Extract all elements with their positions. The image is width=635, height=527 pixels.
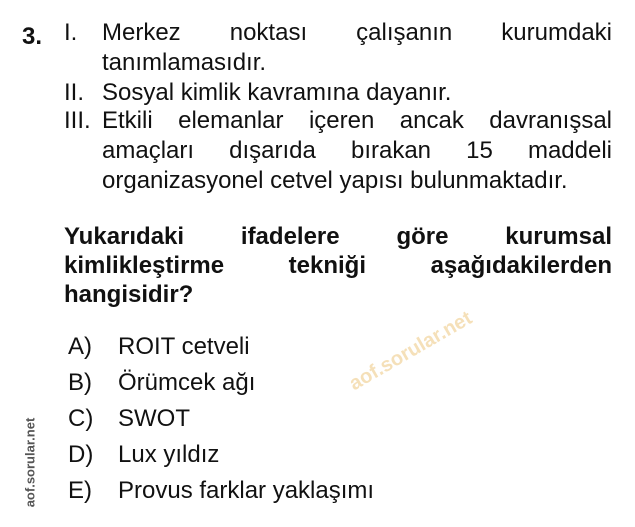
- roman-numeral: I.: [64, 19, 78, 46]
- side-watermark: aof.sorular.net: [22, 417, 38, 508]
- statement-1: [64, 18, 612, 78]
- statement-line: organizasyonel cetvel yapısı bulunmaktadır.: [102, 167, 568, 194]
- statement-line: Etkili elemanlar içeren ancak davranışsal: [102, 107, 612, 134]
- option-letter: C): [68, 405, 94, 432]
- option-letter: A): [68, 333, 92, 360]
- question-prompt: Yukarıdaki ifadelere göre kurumsal kimlikleştirme tekniği aşağıdakilerden hangisidir?: [64, 223, 612, 308]
- statement-line: Merkez noktası çalışanın kurumdaki: [102, 19, 612, 46]
- option-b[interactable]: [68, 368, 255, 398]
- question-number: 3.: [22, 23, 43, 50]
- roman-numeral: III.: [64, 107, 91, 134]
- option-text: Lux yıldız: [118, 441, 220, 468]
- option-a[interactable]: [68, 332, 250, 362]
- statement-line: Sosyal kimlik kavramına dayanır.: [102, 79, 452, 106]
- option-letter: D): [68, 441, 94, 468]
- statement-2: [64, 78, 612, 108]
- option-text: Provus farklar yaklaşımı: [118, 477, 375, 504]
- option-c[interactable]: [68, 404, 190, 434]
- option-letter: B): [68, 369, 92, 396]
- statement-3: [64, 106, 612, 196]
- option-letter: E): [68, 477, 92, 504]
- statement-line: amaçları dışarıda bırakan 15 maddeli: [102, 137, 612, 164]
- option-text: SWOT: [118, 405, 190, 432]
- option-text: ROIT cetveli: [118, 333, 250, 360]
- option-e[interactable]: [68, 476, 374, 506]
- option-d[interactable]: [68, 440, 219, 470]
- option-text: Örümcek ağı: [118, 369, 256, 396]
- roman-numeral: II.: [64, 79, 85, 106]
- diagonal-watermark: aof.sorular.net: [345, 307, 476, 396]
- statement-line: tanımlamasıdır.: [102, 49, 267, 76]
